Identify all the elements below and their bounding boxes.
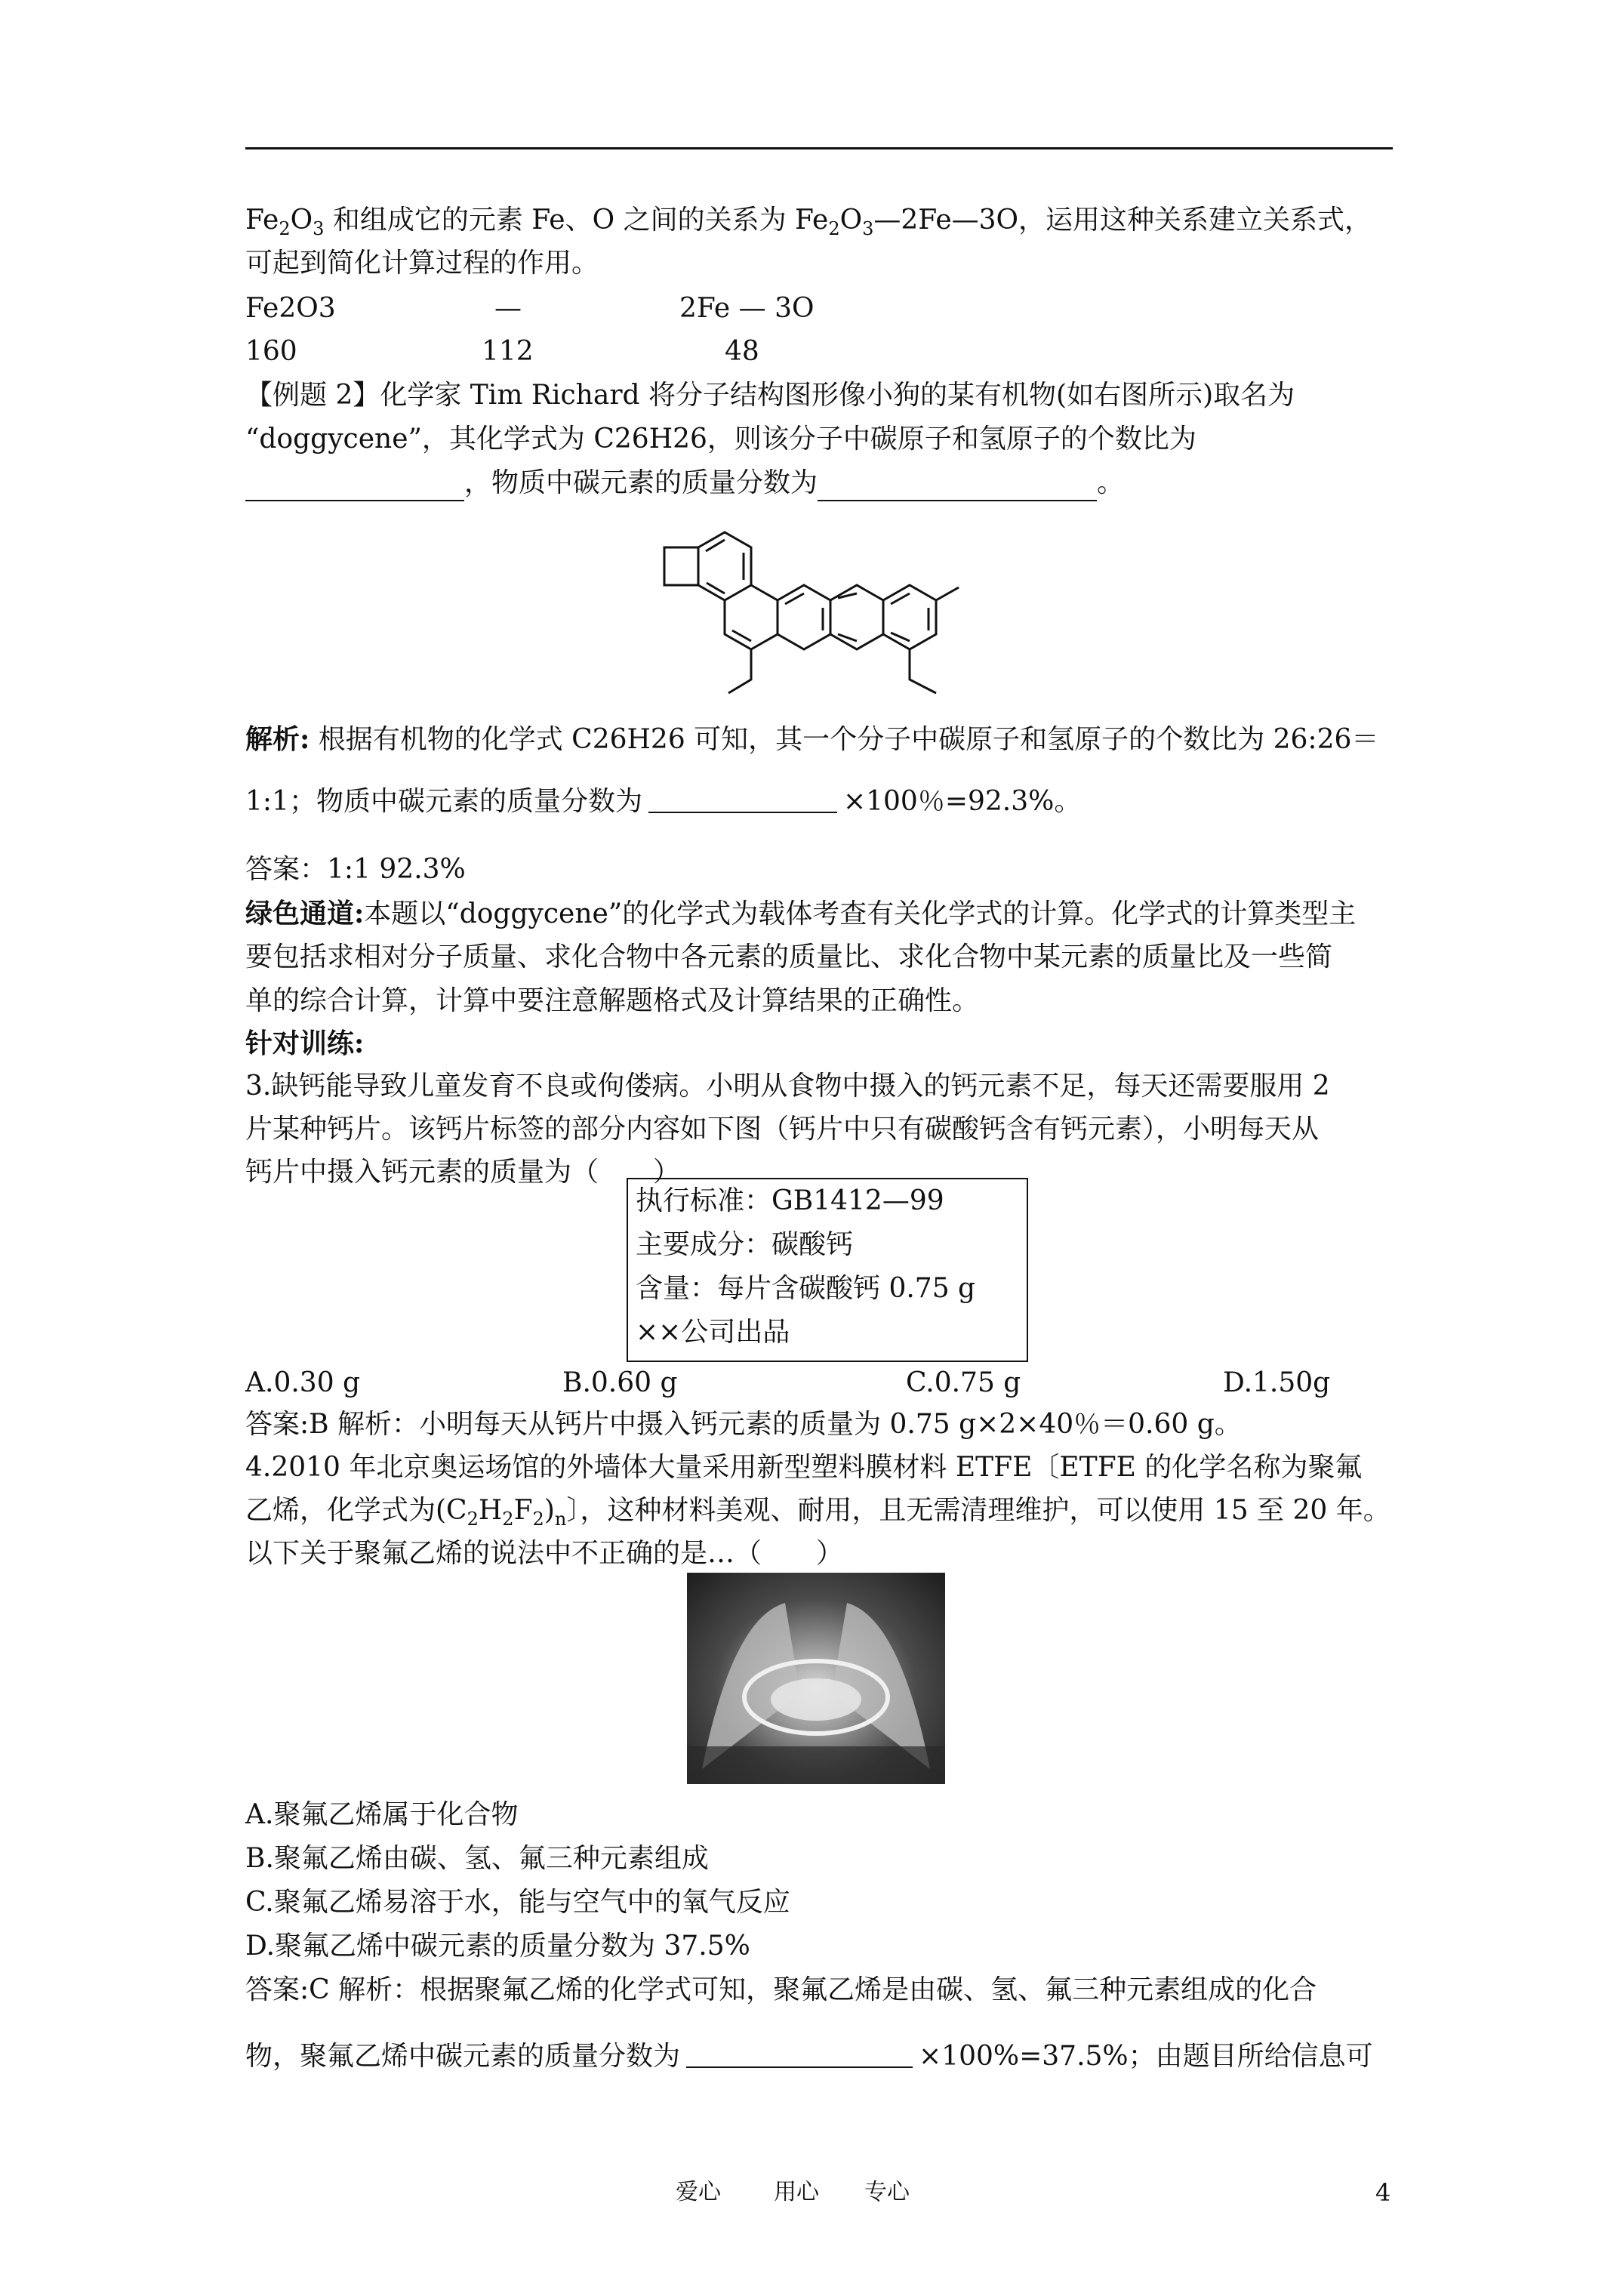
q3-option-c[interactable]: C.0.75 g: [906, 1367, 1021, 1398]
q4-option-b[interactable]: B.聚氟乙烯由碳、氢、氟三种元素组成: [245, 1843, 709, 1874]
q3-option-a[interactable]: A.0.30 g: [245, 1367, 361, 1398]
q4-line-3: 以下关于聚氟乙烯的说法中不正确的是…（ ）: [245, 1538, 844, 1569]
page-number: 4: [1375, 2178, 1391, 2207]
q3-line-1: 3.缺钙能导致儿童发育不良或佝偻病。小明从食物中摄入的钙元素不足，每天还需要服用 2: [245, 1071, 1330, 1102]
stadium-photo: [687, 1573, 945, 1784]
answer4-line-1: 答案:C 解析：根据聚氟乙烯的化学式可知，聚氟乙烯是由碳、氢、氟三种元素组成的化合: [245, 1974, 1317, 2005]
green-line-2: 要包括求相对分子质量、求化合物中各元素的质量比、求化合物中某元素的质量比及一些简: [245, 942, 1333, 972]
stadium-sketch-icon: [687, 1573, 945, 1784]
ethyl-group-1: [728, 649, 751, 693]
ring-d: [830, 585, 883, 649]
label-line-standard: 执行标准：GB1412—99: [636, 1185, 944, 1216]
answer-blank-fraction[interactable]: [818, 471, 1097, 501]
q3-line-3: 钙片中摄入钙元素的质量为（ ）: [245, 1157, 681, 1188]
doggycene-structure-diagram: [657, 513, 1049, 702]
ethyl-group-2: [910, 649, 936, 693]
methyl-group: [936, 587, 959, 600]
header-rule: [245, 147, 1393, 149]
relation-left: Fe2O3: [245, 293, 336, 324]
relation-right: 2Fe — 3O: [679, 293, 815, 324]
footer-motto-1: 爱心: [676, 2179, 721, 2205]
relation-n3: 48: [725, 336, 759, 367]
q3-option-d[interactable]: D.1.50g: [1223, 1367, 1331, 1398]
fraction-bar-2: [686, 2048, 913, 2068]
q4-option-d[interactable]: D.聚氟乙烯中碳元素的质量分数为 37.5%: [245, 1931, 750, 1962]
footer-motto-3: 专心: [864, 2179, 910, 2205]
relation-dash: —: [494, 293, 522, 324]
label-line-company: ××公司出品: [636, 1317, 790, 1348]
q4-line-2: 乙烯，化学式为$(C_2H_2F_2)_n$〕，这种材料美观、耐用，且无需清理维护，可以使用 15 至 20 年。: [245, 1495, 1390, 1530]
intro-line-2: 可起到简化计算过程的作用。: [245, 248, 599, 279]
q4-line-1: 4.2010 年北京奥运场馆的外墙体大量采用新型塑料膜材料 ETFE〔ETFE 的化学名称为聚氟: [245, 1452, 1363, 1483]
example2-line-1: 【例题 2】化学家 Tim Richard 将分子结构图形像小狗的某有机物(如右图所示)取名为: [245, 380, 1295, 411]
answer3: 答案:B 解析：小明每天从钙片中摄入钙元素的质量为 0.75 g×2×40％＝0.60 g。: [245, 1409, 1242, 1440]
analysis2-line-1: 解析: 根据有机物的化学式 C26H26 可知，其一个分子中碳原子和氢原子的个数比为 26:26＝: [245, 723, 1379, 755]
fraction-bar-1: [648, 794, 837, 813]
relation-n2: 112: [482, 336, 534, 367]
relation-n1: 160: [245, 336, 297, 367]
answer2: 答案：1:1 92.3%: [245, 854, 466, 885]
calcium-label-box: [627, 1178, 1028, 1362]
green-line-3: 单的综合计算，计算中要注意解题格式及计算结果的正确性。: [245, 985, 980, 1016]
q4-option-a[interactable]: A.聚氟乙烯属于化合物: [245, 1799, 519, 1830]
label-line-ingredient: 主要成分：碳酸钙: [636, 1229, 854, 1260]
green-line-1: 绿色通道:本题以“doggycene”的化学式为载体考查有关化学式的计算。化学式的计算类型主: [245, 898, 1357, 929]
q3-line-2: 片某种钙片。该钙片标签的部分内容如下图（钙片中只有碳酸钙含有钙元素），小明每天从: [245, 1114, 1320, 1145]
answer-blank-ratio[interactable]: [245, 471, 464, 501]
cyclobutane-ring: [664, 547, 698, 585]
footer-motto-2: 用心: [774, 2179, 819, 2205]
example2-line-2: “doggycene”，其化学式为 C26H26，则该分子中碳原子和氢原子的个数比为: [245, 424, 1196, 455]
example2-line-3: ，物质中碳元素的质量分数为 。: [245, 465, 1124, 501]
training-label: 针对训练:: [245, 1028, 365, 1059]
analysis2-line-2: 1:1；物质中碳元素的质量分数为 ×100％=92.3%。: [245, 786, 1082, 817]
q4-option-c[interactable]: C.聚氟乙烯易溶于水，能与空气中的氧气反应: [245, 1887, 790, 1918]
answer4-line-2: 物，聚氟乙烯中碳元素的质量分数为 ×100%=37.5%；由题目所给信息可: [245, 2041, 1373, 2072]
intro-line-1: $Fe_2O_3$ 和组成它的元素 Fe、O 之间的关系为 $Fe_2O_3—2Fe—3O$，运用这种关系建立关系式，: [245, 205, 1372, 240]
label-line-content: 含量：每片含碳酸钙 0.75 g: [636, 1273, 976, 1304]
q3-option-b[interactable]: B.0.60 g: [562, 1367, 678, 1398]
